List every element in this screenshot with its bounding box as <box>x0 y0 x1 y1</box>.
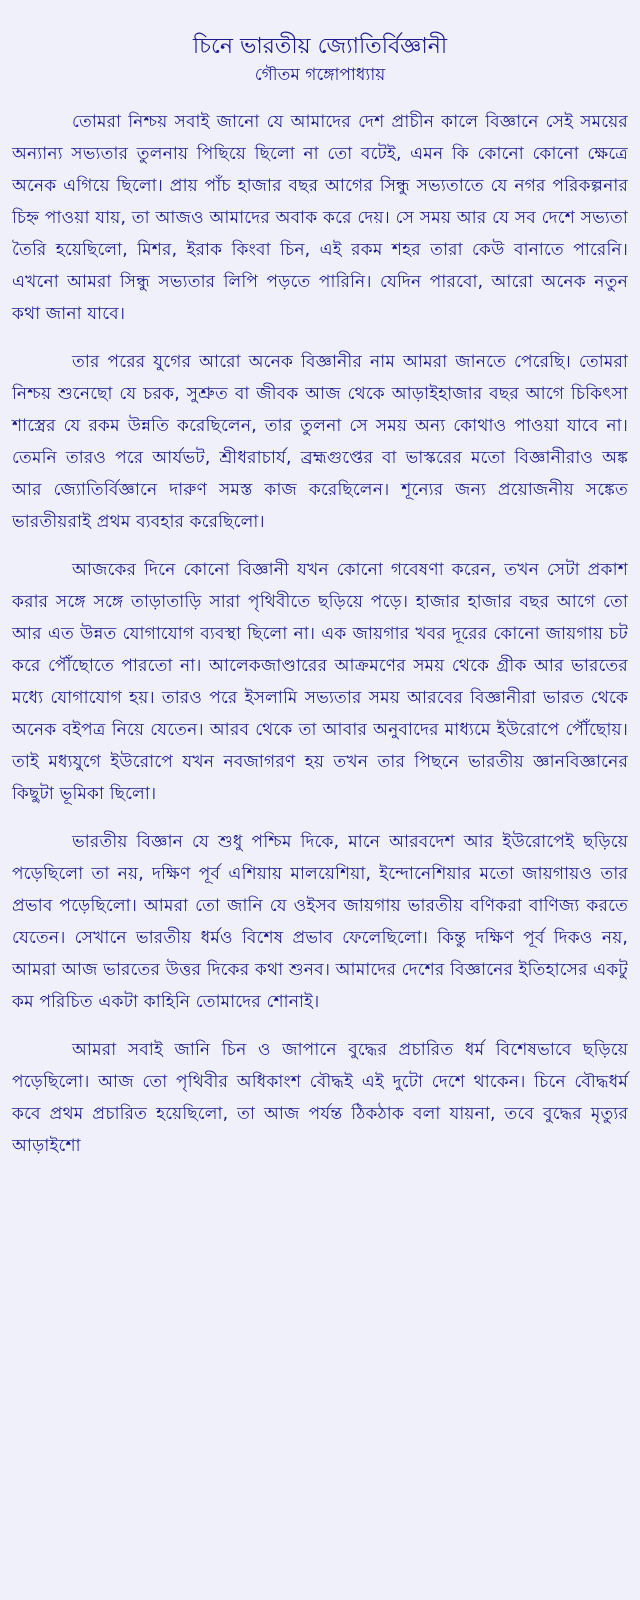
article-paragraph-1: তোমরা নিশ্চয় সবাই জানো যে আমাদের দেশ প্রাচীন কালে বিজ্ঞানে সেই সময়ের অন্যান্য সভ্যতার তুলনায় পিছিয়ে ছিলো না তো বটেই, এমন কি কোনো কোনো ক্ষেত্রে অনেক এগিয়ে ছিলো। প্রায় পাঁচ হাজার বছর আগের সিন্ধু সভ্যতাতে যে নগর পরিকল্পনার চিহ্ন পাওয়া যায়, তা আজও আমাদের অবাক করে দেয়। সে সময় আর যে সব দেশে সভ্যতা তৈরি হয়েছিলো, মিশর, ইরাক কিংবা চিন, এই রকম শহর তারা কেউ বানাতে পারেনি। এখনো আমরা সিন্ধু সভ্যতার লিপি পড়তে পারিনি। যেদিন পারবো, আরো অনেক নতুন কথা জানা যাবে। <box>12 112 628 324</box>
article-author: গৌতম গঙ্গোপাধ্যায় <box>254 65 386 85</box>
article-paragraph-2: তার পরের যুগের আরো অনেক বিজ্ঞানীর নাম আমরা জানতে পেরেছি। তোমরা নিশ্চয় শুনেছো যে চরক, সুশ্রুত বা জীবক আজ থেকে আড়াইহাজার বছর আগে চিকিৎসা শাস্ত্রের যে রকম উন্নতি করেছিলেন, তার তুলনা সে সময় অন্য কোথাও পাওয়া যাবে না। তেমনি তারও পরে আর্যভট, শ্রীধরাচার্য, ব্রহ্মগুপ্তের বা ভাস্করের মতো বিজ্ঞানীরাও অঙ্ক আর জ্যোতির্বিজ্ঞানে দারুণ সমস্ত কাজ করেছিলেন। শূন্যের জন্য প্রয়োজনীয় সঙ্কেত ভারতীয়রাই প্রথম ব্যবহার করেছিলো। <box>12 352 628 532</box>
article-paragraph-4: ভারতীয় বিজ্ঞান যে শুধু পশ্চিম দিকে, মানে আরবদেশ আর ইউরোপেই ছড়িয়ে পড়েছিলো তা নয়, দক্ষিণ পূর্ব এশিয়ায় মালয়েশিয়া, ইন্দোনেশিয়ার মতো জায়গায়ও তার প্রভাব পড়েছিলো। আমরা তো জানি যে ওইসব জায়গায় ভারতীয় বণিকরা বাণিজ্য করতে যেতেন। সেখানে ভারতীয় ধর্মও বিশেষ প্রভাব ফেলেছিলো। কিন্তু দক্ষিণ পূর্ব দিকও নয়, আমরা আজ ভারতের উত্তর দিকের কথা শুনব। আমাদের দেশের বিজ্ঞানের ইতিহাসের একটু কম পরিচিত একটা কাহিনি তোমাদের শোনাই। <box>12 832 628 1012</box>
article-paragraph-3: আজকের দিনে কোনো বিজ্ঞানী যখন কোনো গবেষণা করেন, তখন সেটা প্রকাশ করার সঙ্গে সঙ্গে তাড়াতাড়ি সারা পৃথিবীতে ছড়িয়ে পড়ে। হাজার হাজার বছর আগে তো আর এত উন্নত যোগাযোগ ব্যবস্থা ছিলো না। এক জায়গার খবর দূরের কোনো জায়গায় চট করে পৌঁছোতে পারতো না। আলেকজাণ্ডারের আক্রমণের সময় থেকে গ্রীক আর ভারতের মধ্যে যোগাযোগ হয়। তারও পরে ইসলামি সভ্যতার সময় আরবের বিজ্ঞানীরা ভারত থেকে অনেক বইপত্র নিয়ে যেতেন। আরব থেকে তা আবার অনুবাদের মাধ্যমে ইউরোপে পৌঁছোয়। তাই মধ্যযুগে ইউরোপে যখন নবজাগরণ হয় তখন তার পিছনে ভারতীয় জ্ঞানবিজ্ঞানের কিছুটা ভূমিকা ছিলো। <box>12 560 628 804</box>
article-paragraph-5: আমরা সবাই জানি চিন ও জাপানে বুদ্ধের প্রচারিত ধর্ম বিশেষভাবে ছড়িয়ে পড়েছিলো। আজ তো পৃথিবীর অধিকাংশ বৌদ্ধই এই দুটো দেশে থাকেন। চিনে বৌদ্ধধর্ম কবে প্রথম প্রচারিত হয়েছিলো, তা আজ পর্যন্ত ঠিকঠাক বলা যায়না, তবে বুদ্ধের মৃত্যুর আড়াইশো <box>12 1040 628 1156</box>
article-title: চিনে ভারতীয় জ্যোতির্বিজ্ঞানী <box>192 34 448 59</box>
